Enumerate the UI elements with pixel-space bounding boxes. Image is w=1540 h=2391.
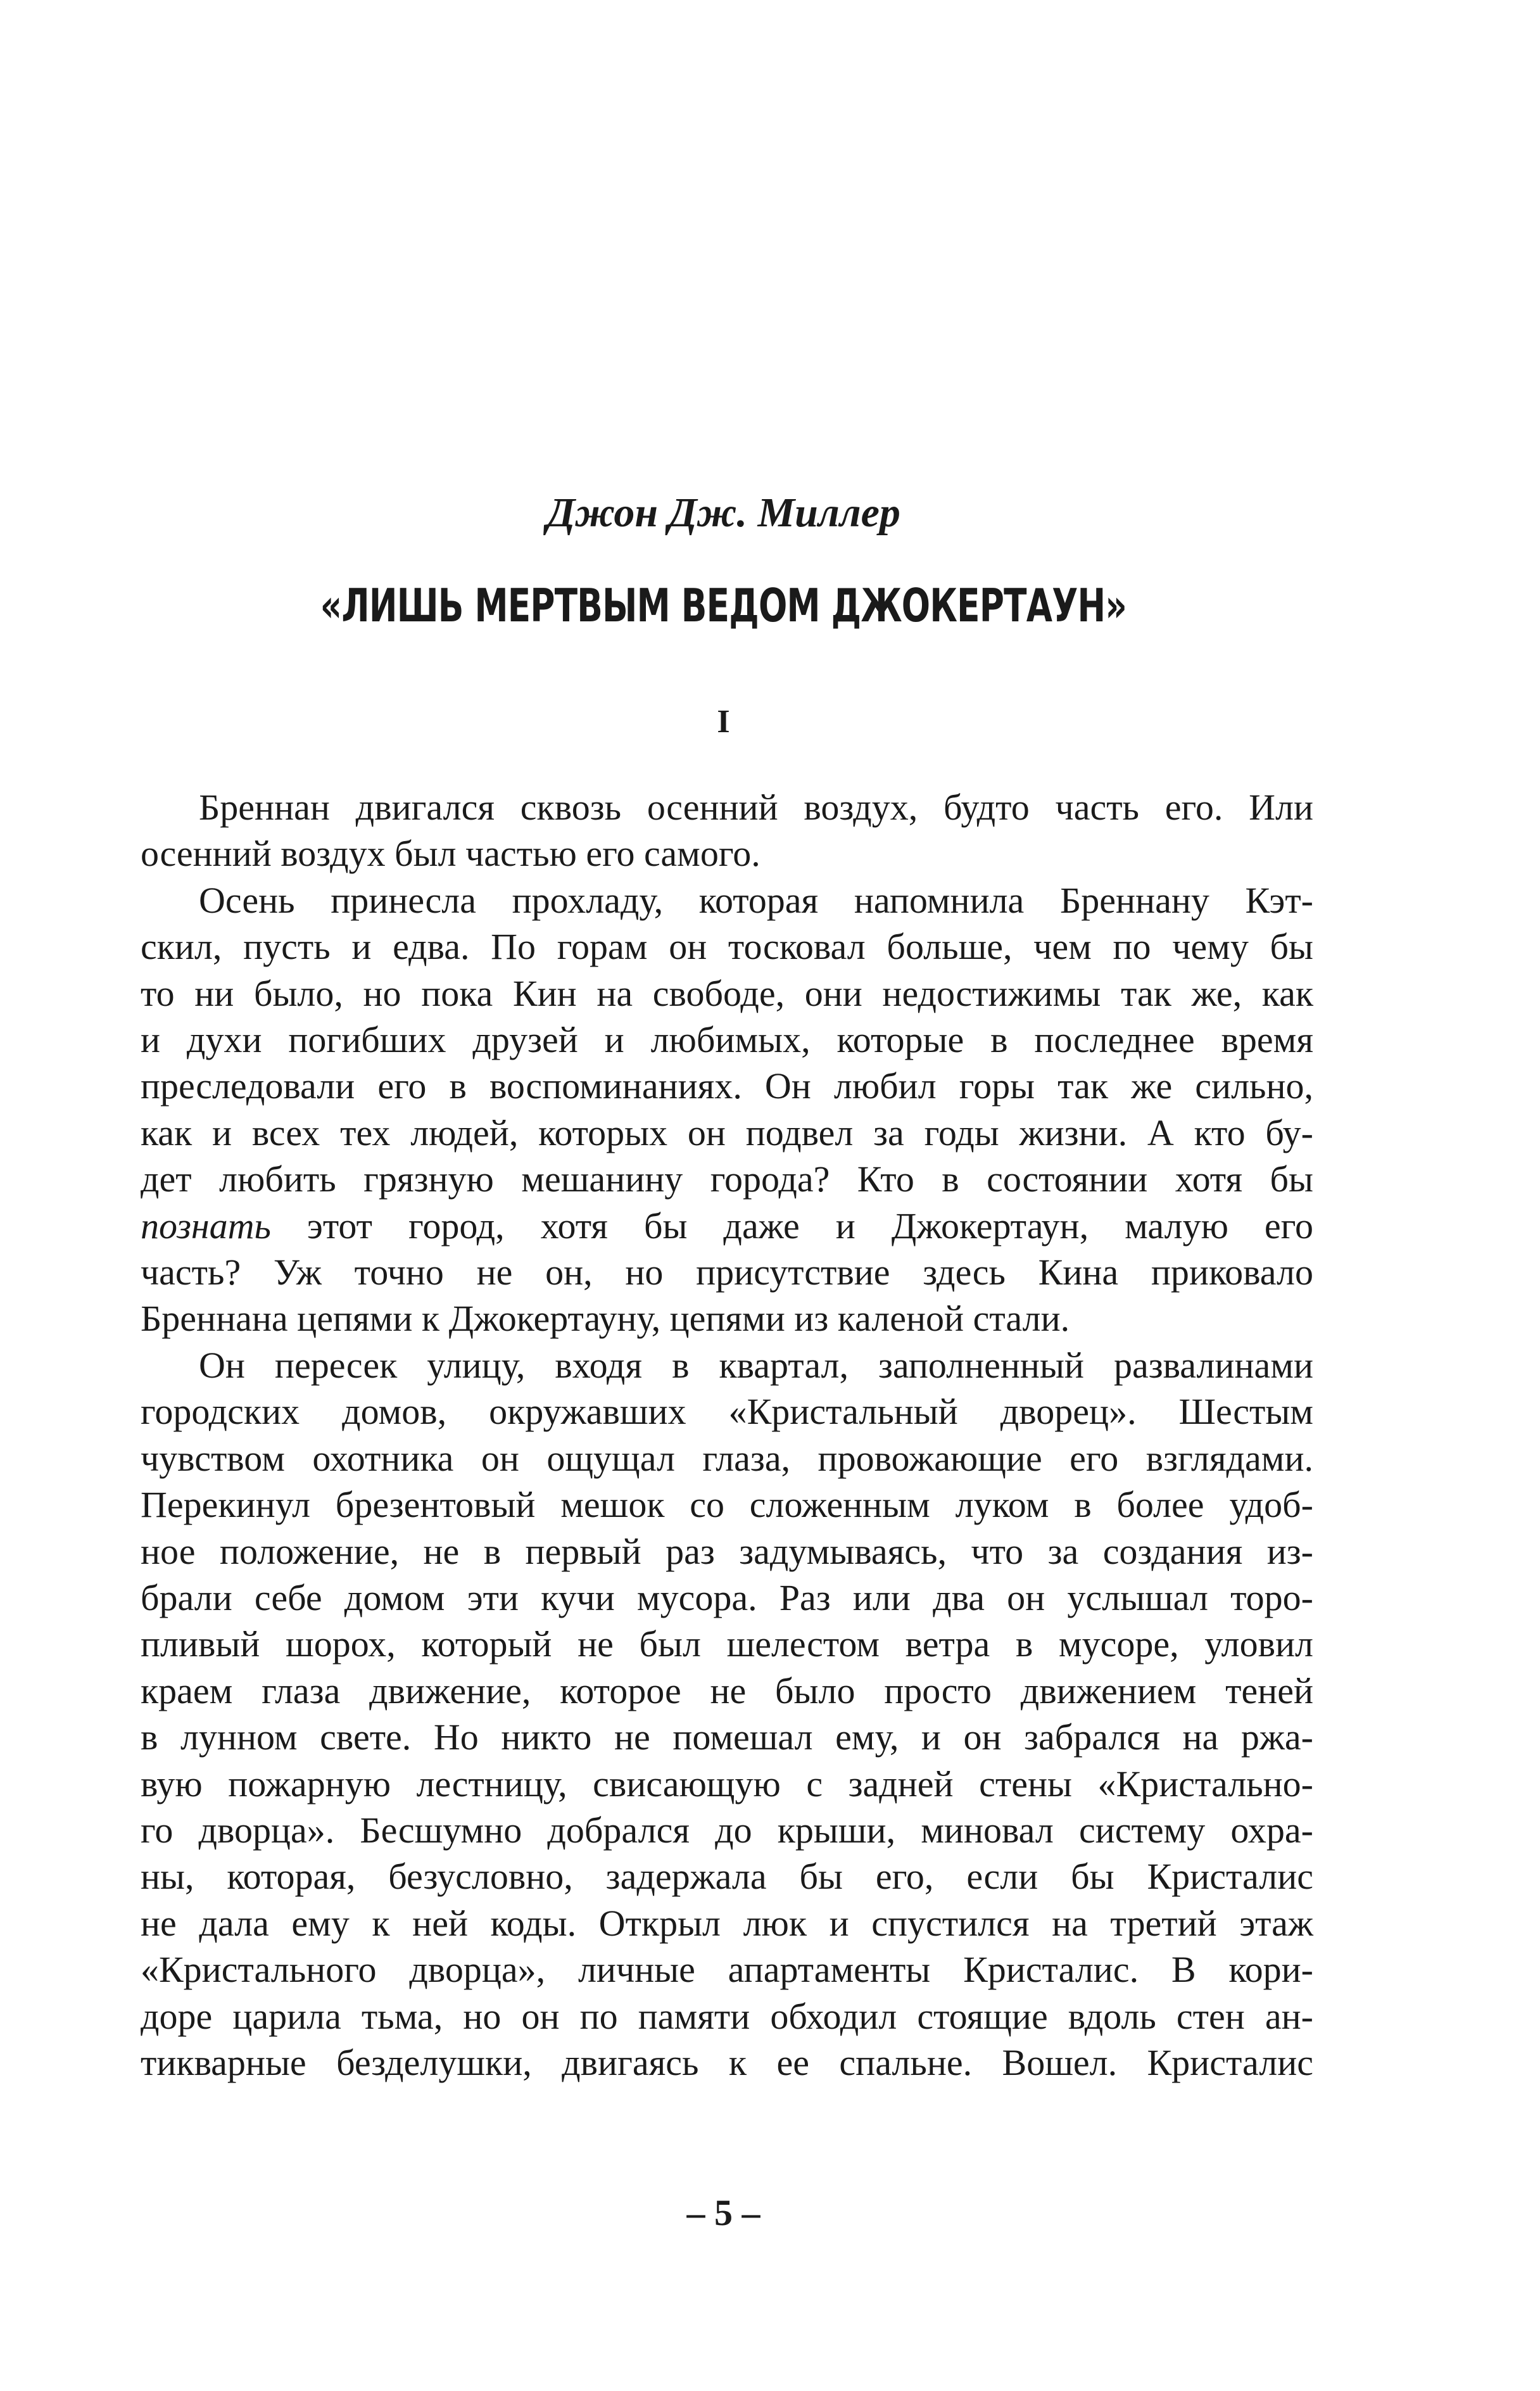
text-line: тикварные безделушки, двигаясь к ее спальне. Вошел. Кристалис [141,2041,1313,2083]
text-line: не дала ему к ней коды. Открыл люк и спустился на третий этаж [141,1902,1313,1944]
text-line: то ни было, но пока Кин на свободе, они недостижимы так же, как [141,972,1313,1014]
italic-word: познать [141,1205,271,1246]
text-line: Бреннан двигался сквозь осенний воздух, будто часть его. Или [199,787,1313,828]
text-line: «Кристального дворца», личные апартаменты Кристалис. В кори- [141,1949,1313,1991]
text-line: Перекинул брезентовый мешок со сложенным луком в более удоб- [141,1484,1313,1526]
paragraph-1 [141,784,1313,877]
text-line: чувством охотника он ощущал глаза, провожающие его взглядами. [141,1437,1313,1479]
text-line: пливый шорох, который не был шелестом ветра в мусоре, уловил [141,1623,1313,1665]
text-line: и духи погибших друзей и любимых, которые в последнее время [141,1019,1313,1061]
text-line: вую пожарную лестницу, свисающую с задней стены «Кристально- [141,1763,1313,1804]
text-line: го дворца». Бесшумно добрался до крыши, миновал систему охра- [141,1809,1313,1851]
author-name: Джон Дж. Миллер [546,490,900,536]
text-line: ное положение, не в первый раз задумываясь, что за создания из- [141,1530,1313,1572]
page-number: – 5 – [686,2192,761,2233]
text-line: познать этот город, хотя бы даже и Джокертаун, малую его [141,1205,1313,1246]
text-line: осенний воздух был частью его самого. [141,833,761,875]
text-line: в лунном свете. Но никто не помешал ему, и он забрался на ржа- [141,1716,1313,1758]
text-line: часть? Уж точно не он, но присутствие здесь Кина приковало [141,1252,1313,1293]
paragraph-2 [141,877,1313,1342]
text-line: как и всех тех людей, которых он подвел за годы жизни. А кто бу- [141,1112,1313,1153]
text-line: ны, которая, безусловно, задержала бы его, если бы Кристалис [141,1856,1313,1898]
text-line: преследовали его в воспоминаниях. Он любил горы так же сильно, [141,1065,1313,1107]
text-line: скил, пусть и едва. По горам он тосковал больше, чем по чему бы [141,926,1313,968]
text-line: доре царила тьма, но он по памяти обходил стоящие вдоль стен ан- [141,1995,1313,2037]
paragraph-3 [141,1342,1313,2086]
story-body [141,784,1313,2086]
text-line: Он пересек улицу, входя в квартал, заполненный развалинами [199,1344,1313,1386]
text-line: Бреннана цепями к Джокертауну, цепями из каленой стали. [141,1298,1070,1340]
text-line: краем глаза движение, которое не было просто движением теней [141,1670,1313,1711]
text-line: Осень принесла прохладу, которая напомнила Бреннану Кэт- [199,879,1313,921]
text-line: городских домов, окружавших «Кристальный дворец». Шестым [141,1391,1313,1433]
text-line: брали себе домом эти кучи мусора. Раз или два он услышал торо- [141,1576,1313,1618]
chapter-number: I [717,704,730,740]
story-title: «ЛИШЬ МЕРТВЫМ ВЕДОМ ДЖОКЕРТАУН» [320,579,1127,632]
text-line: дет любить грязную мешанину города? Кто в состоянии хотя бы [141,1158,1313,1200]
